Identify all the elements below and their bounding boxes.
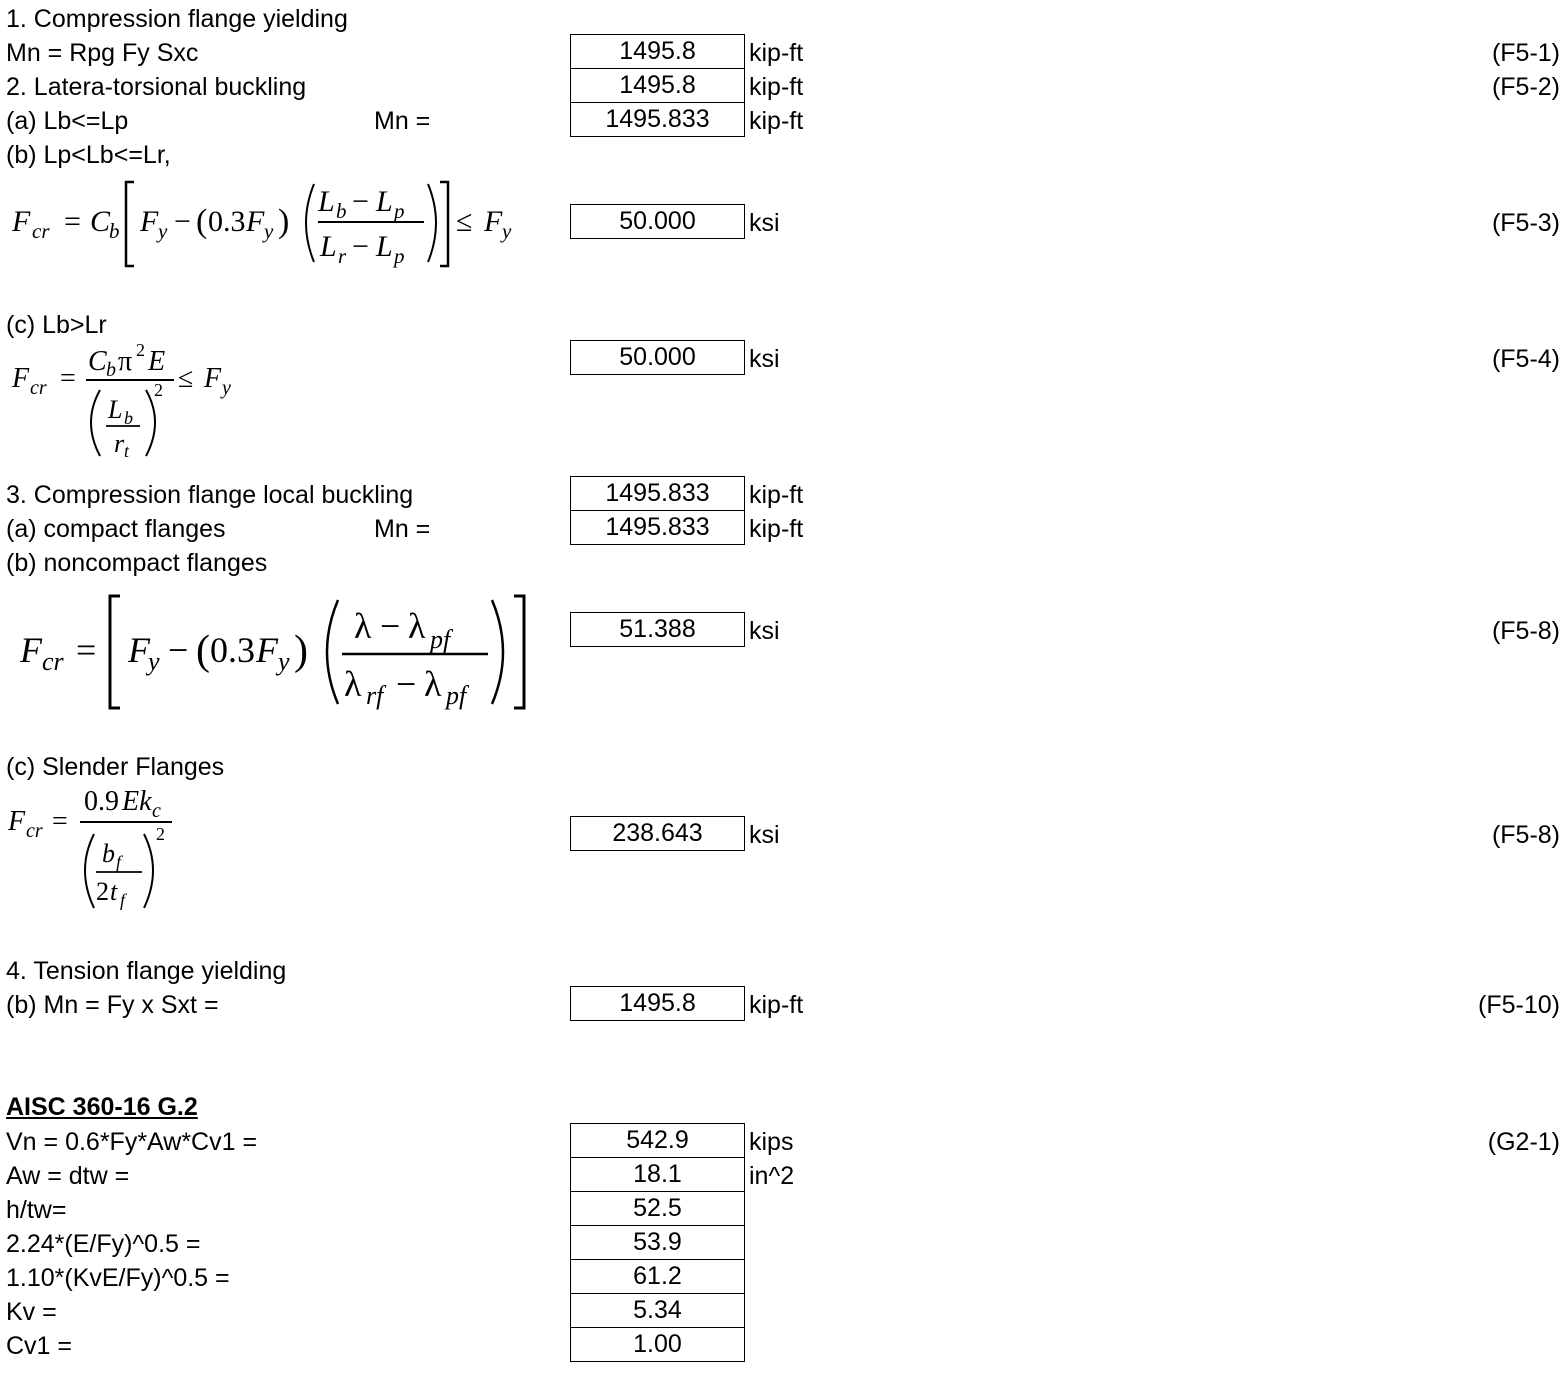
svg-text:π: π: [118, 346, 133, 377]
formula-f5-8-noncompact: [16, 592, 536, 712]
svg-text:F: F: [256, 630, 278, 670]
svg-text:λ: λ: [354, 606, 372, 646]
s3a-mn-label: Mn =: [374, 515, 431, 543]
svg-text:cr: cr: [30, 377, 47, 399]
g2-row-unit: kips: [749, 1128, 794, 1156]
svg-text:pf: pf: [446, 681, 467, 710]
s2a-value-cell[interactable]: 1495.833: [570, 102, 745, 137]
svg-text:=: =: [64, 205, 81, 238]
svg-text:y: y: [222, 377, 231, 399]
s3a-label: (a) compact flanges: [6, 515, 226, 543]
g2-row-label: Aw = dtw =: [6, 1162, 130, 1190]
svg-text:cr: cr: [32, 219, 50, 243]
s2a-label: (a) Lb<=Lp: [6, 107, 129, 135]
s3b-label: (b) noncompact flanges: [6, 549, 268, 577]
svg-text:r: r: [338, 244, 347, 268]
s2b-unit: ksi: [749, 209, 780, 237]
svg-text:λ: λ: [424, 664, 442, 704]
s4b-value-cell[interactable]: 1495.8: [570, 986, 745, 1021]
svg-text:(: (: [196, 203, 208, 240]
svg-text:): ): [294, 628, 308, 674]
g2-row-value[interactable]: 53.9: [570, 1225, 745, 1260]
svg-text:r: r: [114, 429, 125, 458]
svg-text:0.3: 0.3: [210, 630, 255, 670]
s4b-unit: kip-ft: [749, 991, 804, 1019]
svg-text:=: =: [52, 806, 68, 837]
g2-row-value[interactable]: 1.00: [570, 1327, 745, 1362]
svg-text:F: F: [8, 806, 26, 837]
s2b-equation-ref: (F5-3): [1491, 209, 1560, 237]
s1-value-cell[interactable]: 1495.8: [570, 34, 745, 69]
svg-text:f: f: [116, 852, 122, 872]
s3b-value-cell[interactable]: 51.388: [570, 612, 745, 647]
s2a-unit: kip-ft: [749, 107, 804, 135]
svg-text:2: 2: [156, 824, 165, 844]
svg-text:=: =: [76, 630, 97, 670]
s3-unit: kip-ft: [749, 481, 804, 509]
g2-row-ref: (G2-1): [1487, 1128, 1560, 1156]
s4b-equation-ref: (F5-10): [1478, 991, 1560, 1019]
section-4-title: 4. Tension flange yielding: [6, 957, 287, 985]
svg-text:F: F: [204, 363, 222, 394]
svg-text:p: p: [394, 244, 405, 268]
s2a-mn-label: Mn =: [374, 107, 431, 135]
svg-text:0.3: 0.3: [208, 205, 246, 238]
g2-row-label: Cv1 =: [6, 1332, 73, 1360]
svg-text:=: =: [60, 363, 76, 394]
s1-formula-label: Mn = Rpg Fy Sxc: [6, 39, 199, 67]
svg-text:pf: pf: [430, 625, 451, 654]
s3c-label: (c) Slender Flanges: [6, 753, 225, 781]
svg-text:2: 2: [96, 877, 109, 906]
s2b-value-cell[interactable]: 50.000: [570, 204, 745, 239]
svg-text:−: −: [380, 606, 401, 646]
g2-row-value[interactable]: 52.5: [570, 1191, 745, 1226]
svg-text:0.9: 0.9: [84, 786, 119, 817]
s3a-unit: kip-ft: [749, 515, 804, 543]
s2-unit: kip-ft: [749, 73, 804, 101]
formula-f5-8-slender: [8, 784, 188, 914]
s1-equation-ref: (F5-1): [1491, 39, 1560, 67]
svg-text:y: y: [148, 647, 160, 676]
svg-text:−: −: [352, 230, 369, 263]
g2-row-label: 2.24*(E/Fy)^0.5 =: [6, 1230, 201, 1258]
svg-text:y: y: [502, 219, 512, 243]
svg-text:λ: λ: [344, 664, 362, 704]
svg-text:b: b: [124, 408, 133, 428]
svg-text:F: F: [140, 205, 159, 238]
svg-text:F: F: [20, 630, 42, 670]
svg-text:−: −: [174, 205, 191, 238]
svg-text:L: L: [318, 185, 335, 218]
s3a-value-cell[interactable]: 1495.833: [570, 510, 745, 545]
section-2-title: 2. Latera-torsional buckling: [6, 73, 307, 101]
svg-text:b: b: [106, 359, 116, 381]
svg-text:L: L: [376, 185, 393, 218]
s2-equation-ref: (F5-2): [1491, 73, 1560, 101]
g2-row-value[interactable]: 5.34: [570, 1293, 745, 1328]
s2c-equation-ref: (F5-4): [1491, 345, 1560, 373]
svg-text:b: b: [102, 839, 115, 868]
s1-unit: kip-ft: [749, 39, 804, 67]
s3c-equation-ref: (F5-8): [1491, 821, 1560, 849]
svg-text:2: 2: [136, 340, 145, 360]
g2-row-label: Vn = 0.6*Fy*Aw*Cv1 =: [6, 1128, 258, 1156]
svg-text:c: c: [152, 800, 161, 822]
svg-text:−: −: [168, 630, 189, 670]
svg-text:(: (: [196, 628, 210, 674]
svg-text:−: −: [352, 185, 369, 218]
svg-text:−: −: [396, 664, 417, 704]
s3b-equation-ref: (F5-8): [1491, 617, 1560, 645]
svg-text:f: f: [120, 890, 126, 910]
svg-text:≤: ≤: [456, 205, 473, 238]
s2c-value-cell[interactable]: 50.000: [570, 340, 745, 375]
svg-text:L: L: [108, 395, 123, 424]
g2-row-value[interactable]: 18.1: [570, 1157, 745, 1192]
s2c-label: (c) Lb>Lr: [6, 311, 107, 339]
svg-text:Ek: Ek: [122, 786, 152, 817]
svg-text:t: t: [110, 877, 118, 906]
g2-row-label: Kv =: [6, 1298, 57, 1326]
svg-text:rf: rf: [366, 681, 384, 710]
s2-value-cell[interactable]: 1495.8: [570, 68, 745, 103]
g2-row-label: h/tw=: [6, 1196, 67, 1224]
svg-text:t: t: [124, 441, 130, 461]
svg-text:cr: cr: [26, 820, 43, 842]
g2-row-value[interactable]: 542.9: [570, 1123, 745, 1158]
svg-text:L: L: [376, 230, 393, 263]
svg-text:b: b: [109, 219, 120, 243]
svg-text:L: L: [320, 230, 337, 263]
g2-row-label: 1.10*(KvE/Fy)^0.5 =: [6, 1264, 230, 1292]
s4b-label: (b) Mn = Fy x Sxt =: [6, 991, 219, 1019]
formula-f5-4: [8, 340, 238, 464]
s3c-value-cell[interactable]: 238.643: [570, 816, 745, 851]
svg-text:F: F: [128, 630, 150, 670]
g2-row-unit: in^2: [749, 1162, 795, 1190]
svg-text:F: F: [484, 205, 503, 238]
s3c-unit: ksi: [749, 821, 780, 849]
svg-text:y: y: [278, 647, 290, 676]
svg-text:b: b: [336, 199, 347, 223]
aisc-g2-heading: AISC 360-16 G.2: [6, 1093, 198, 1121]
s3-value-cell[interactable]: 1495.833: [570, 476, 745, 511]
svg-text:≤: ≤: [178, 363, 194, 394]
s2c-unit: ksi: [749, 345, 780, 373]
svg-text:2: 2: [154, 380, 163, 400]
svg-text:): ): [278, 203, 290, 240]
svg-text:F: F: [246, 205, 265, 238]
svg-text:y: y: [158, 219, 168, 243]
svg-text:cr: cr: [42, 647, 64, 676]
svg-text:p: p: [394, 199, 405, 223]
svg-text:C: C: [88, 346, 107, 377]
formula-f5-3: [8, 176, 528, 270]
g2-row-value[interactable]: 61.2: [570, 1259, 745, 1294]
svg-text:y: y: [264, 219, 274, 243]
svg-text:C: C: [90, 205, 111, 238]
s3b-unit: ksi: [749, 617, 780, 645]
svg-text:F: F: [12, 205, 31, 238]
svg-text:E: E: [148, 346, 166, 377]
s2b-label: (b) Lp<Lb<=Lr,: [6, 141, 171, 169]
section-1-title: 1. Compression flange yielding: [6, 5, 348, 33]
section-3-title: 3. Compression flange local buckling: [6, 481, 414, 509]
svg-text:λ: λ: [408, 606, 426, 646]
svg-text:F: F: [12, 363, 30, 394]
